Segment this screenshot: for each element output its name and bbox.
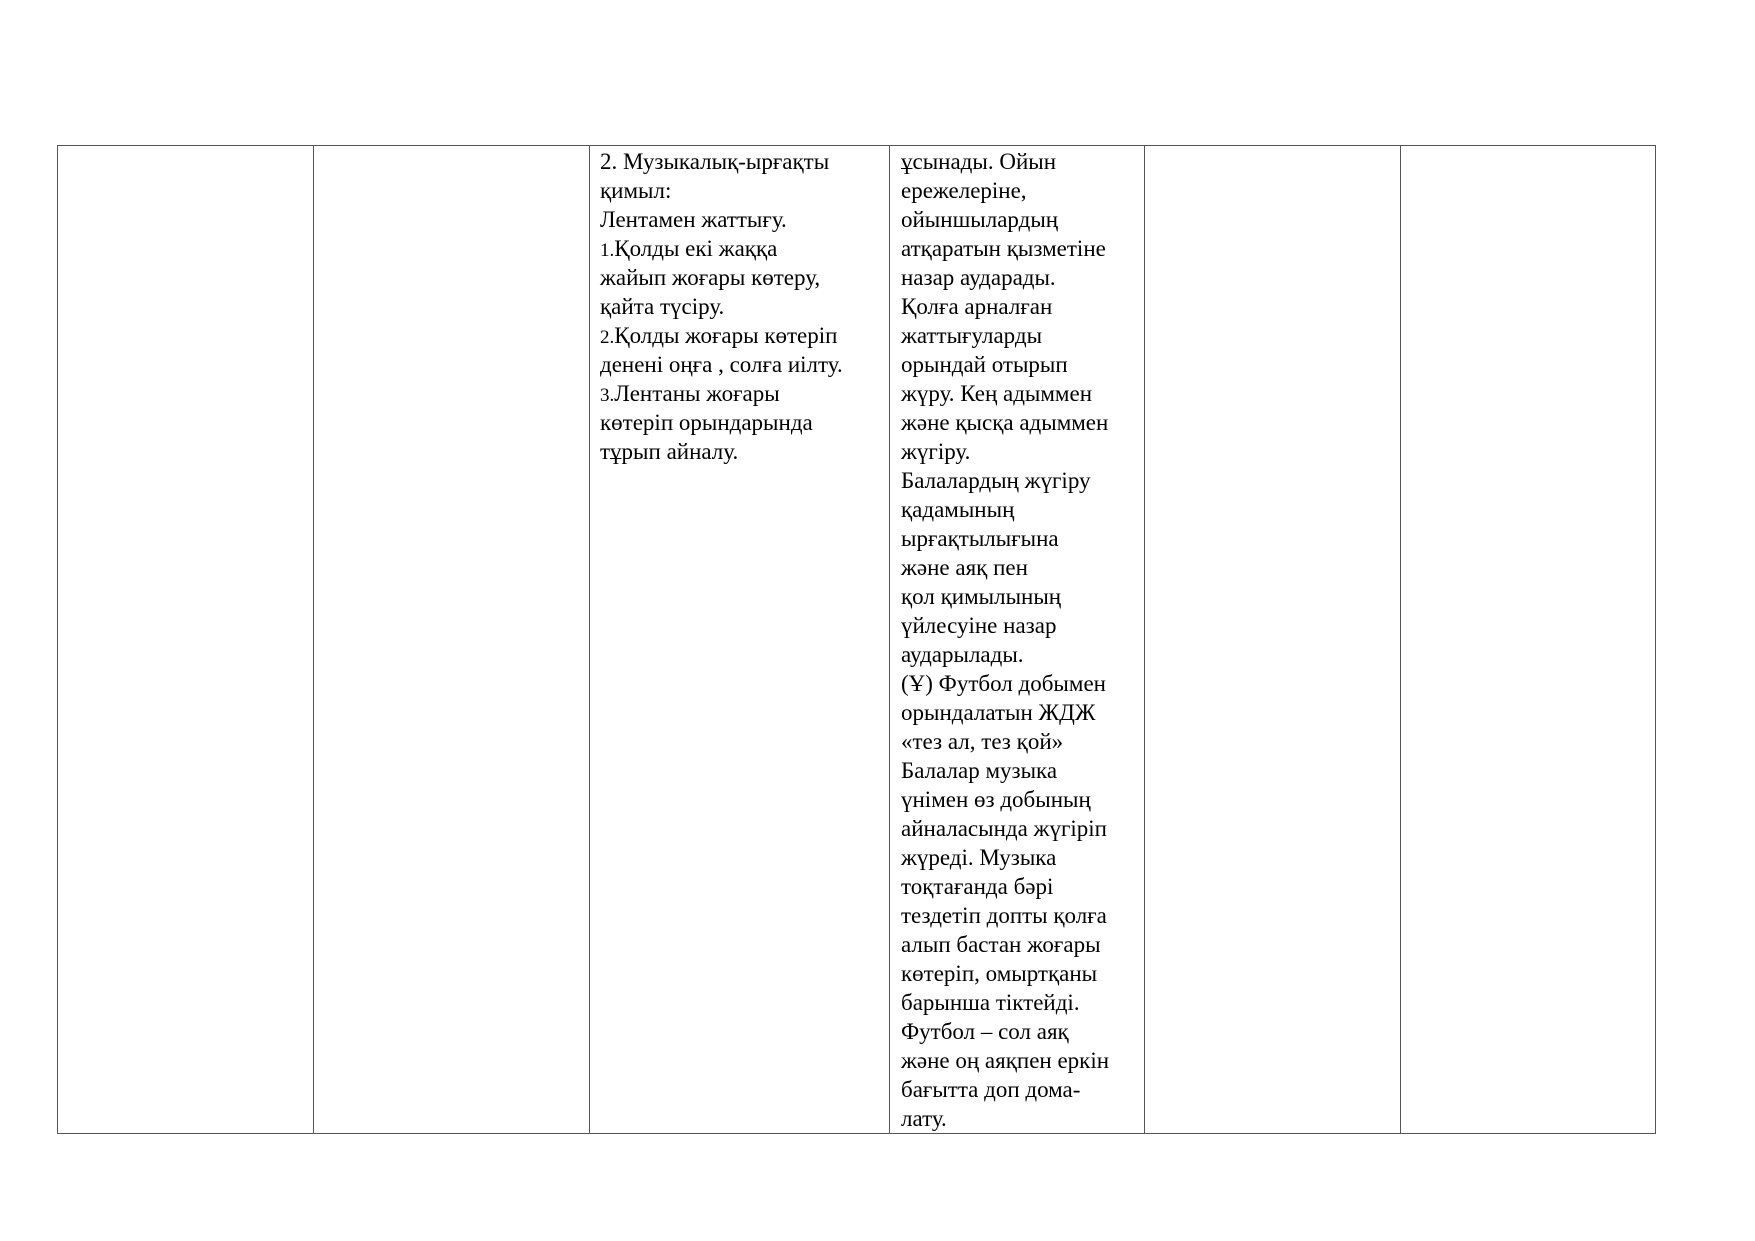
- exercise-item-3: [600, 379, 889, 408]
- description-line: атқаратын қызметіне: [901, 236, 1106, 261]
- exercise-item-1-line: қайта түсіру.: [600, 294, 725, 319]
- description-line: жүгіру.: [901, 439, 971, 464]
- description-line: және оң аяқпен еркін: [901, 1048, 1110, 1073]
- description-line: үнімен өз добының: [901, 787, 1091, 812]
- item-text: Қолды екі жаққа: [614, 236, 778, 261]
- description-line: аударылады.: [901, 642, 1024, 667]
- description-line: қадамының: [901, 497, 1015, 522]
- description-line: жүреді. Музыка: [901, 845, 1057, 870]
- description-line: айналасында жүгіріп: [901, 816, 1107, 841]
- description-line: жаттығуларды: [901, 323, 1043, 348]
- description-line: орындалатын ЖДЖ: [901, 700, 1096, 725]
- table-cell-empty-6: [1401, 146, 1656, 1134]
- exercises-subheading: Лентамен жаттығу.: [600, 207, 787, 232]
- description-line: тоқтағанда бәрі: [901, 874, 1054, 899]
- description-line: бағытта доп дома-: [901, 1077, 1081, 1102]
- description-line: (Ұ) Футбол добымен: [901, 671, 1106, 696]
- item-number: 2.: [600, 327, 615, 348]
- item-number: 3.: [600, 385, 615, 406]
- table-row: [58, 146, 1656, 1134]
- item-text: Қолды жоғары көтеріп: [614, 323, 838, 348]
- description-text: [890, 146, 1144, 1133]
- exercise-item-2: [600, 321, 889, 350]
- description-line: және қысқа адыммен: [901, 410, 1109, 435]
- table-cell-empty-2: [314, 146, 590, 1134]
- description-line: қол қимылының: [901, 584, 1062, 609]
- description-line: Қолға арналған: [901, 294, 1053, 319]
- description-line: көтеріп, омыртқаны: [901, 961, 1098, 986]
- description-line: «тез ал, тез қой»: [901, 729, 1064, 754]
- description-line: Балалар музыка: [901, 758, 1058, 783]
- table-cell-description: [890, 146, 1145, 1134]
- description-line: алып бастан жоғары: [901, 932, 1101, 957]
- description-line: Футбол – сол аяқ: [901, 1019, 1069, 1044]
- description-line: ұсынады. Ойын: [901, 149, 1057, 174]
- description-line: лату.: [901, 1106, 947, 1131]
- description-line: Балалардың жүгіру: [901, 468, 1091, 493]
- table-cell-empty-5: [1145, 146, 1401, 1134]
- exercise-item-2-line: денені оңға , солға иілту.: [600, 352, 843, 377]
- table-cell-empty-1: [58, 146, 314, 1134]
- exercises-heading-line: қимыл:: [600, 178, 672, 203]
- exercise-item-1-line: жайып жоғары көтеру,: [600, 265, 821, 290]
- item-number: 1.: [600, 240, 615, 261]
- description-line: ережелеріне,: [901, 178, 1027, 203]
- description-line: ырғақтылығына: [901, 526, 1059, 551]
- exercise-item-3-line: тұрып айналу.: [600, 439, 739, 464]
- table-cell-exercises: [590, 146, 890, 1134]
- exercise-item-1: [600, 234, 889, 263]
- description-line: ойыншылардың: [901, 207, 1059, 232]
- description-line: тездетіп допты қолға: [901, 903, 1107, 928]
- description-line: орындай отырып: [901, 352, 1068, 377]
- exercise-item-3-line: көтеріп орындарында: [600, 410, 813, 435]
- exercises-heading-line: 2. Музыкалық-ырғақты: [600, 149, 830, 174]
- description-line: үйлесуіне назар: [901, 613, 1057, 638]
- exercises-text: [590, 146, 889, 466]
- lesson-plan-table: [57, 145, 1656, 1134]
- description-line: барынша тіктейді.: [901, 990, 1080, 1015]
- description-line: және аяқ пен: [901, 555, 1028, 580]
- item-text: Лентаны жоғары: [614, 381, 780, 406]
- description-line: назар аударады.: [901, 265, 1056, 290]
- description-line: жүру. Кең адыммен: [901, 381, 1093, 406]
